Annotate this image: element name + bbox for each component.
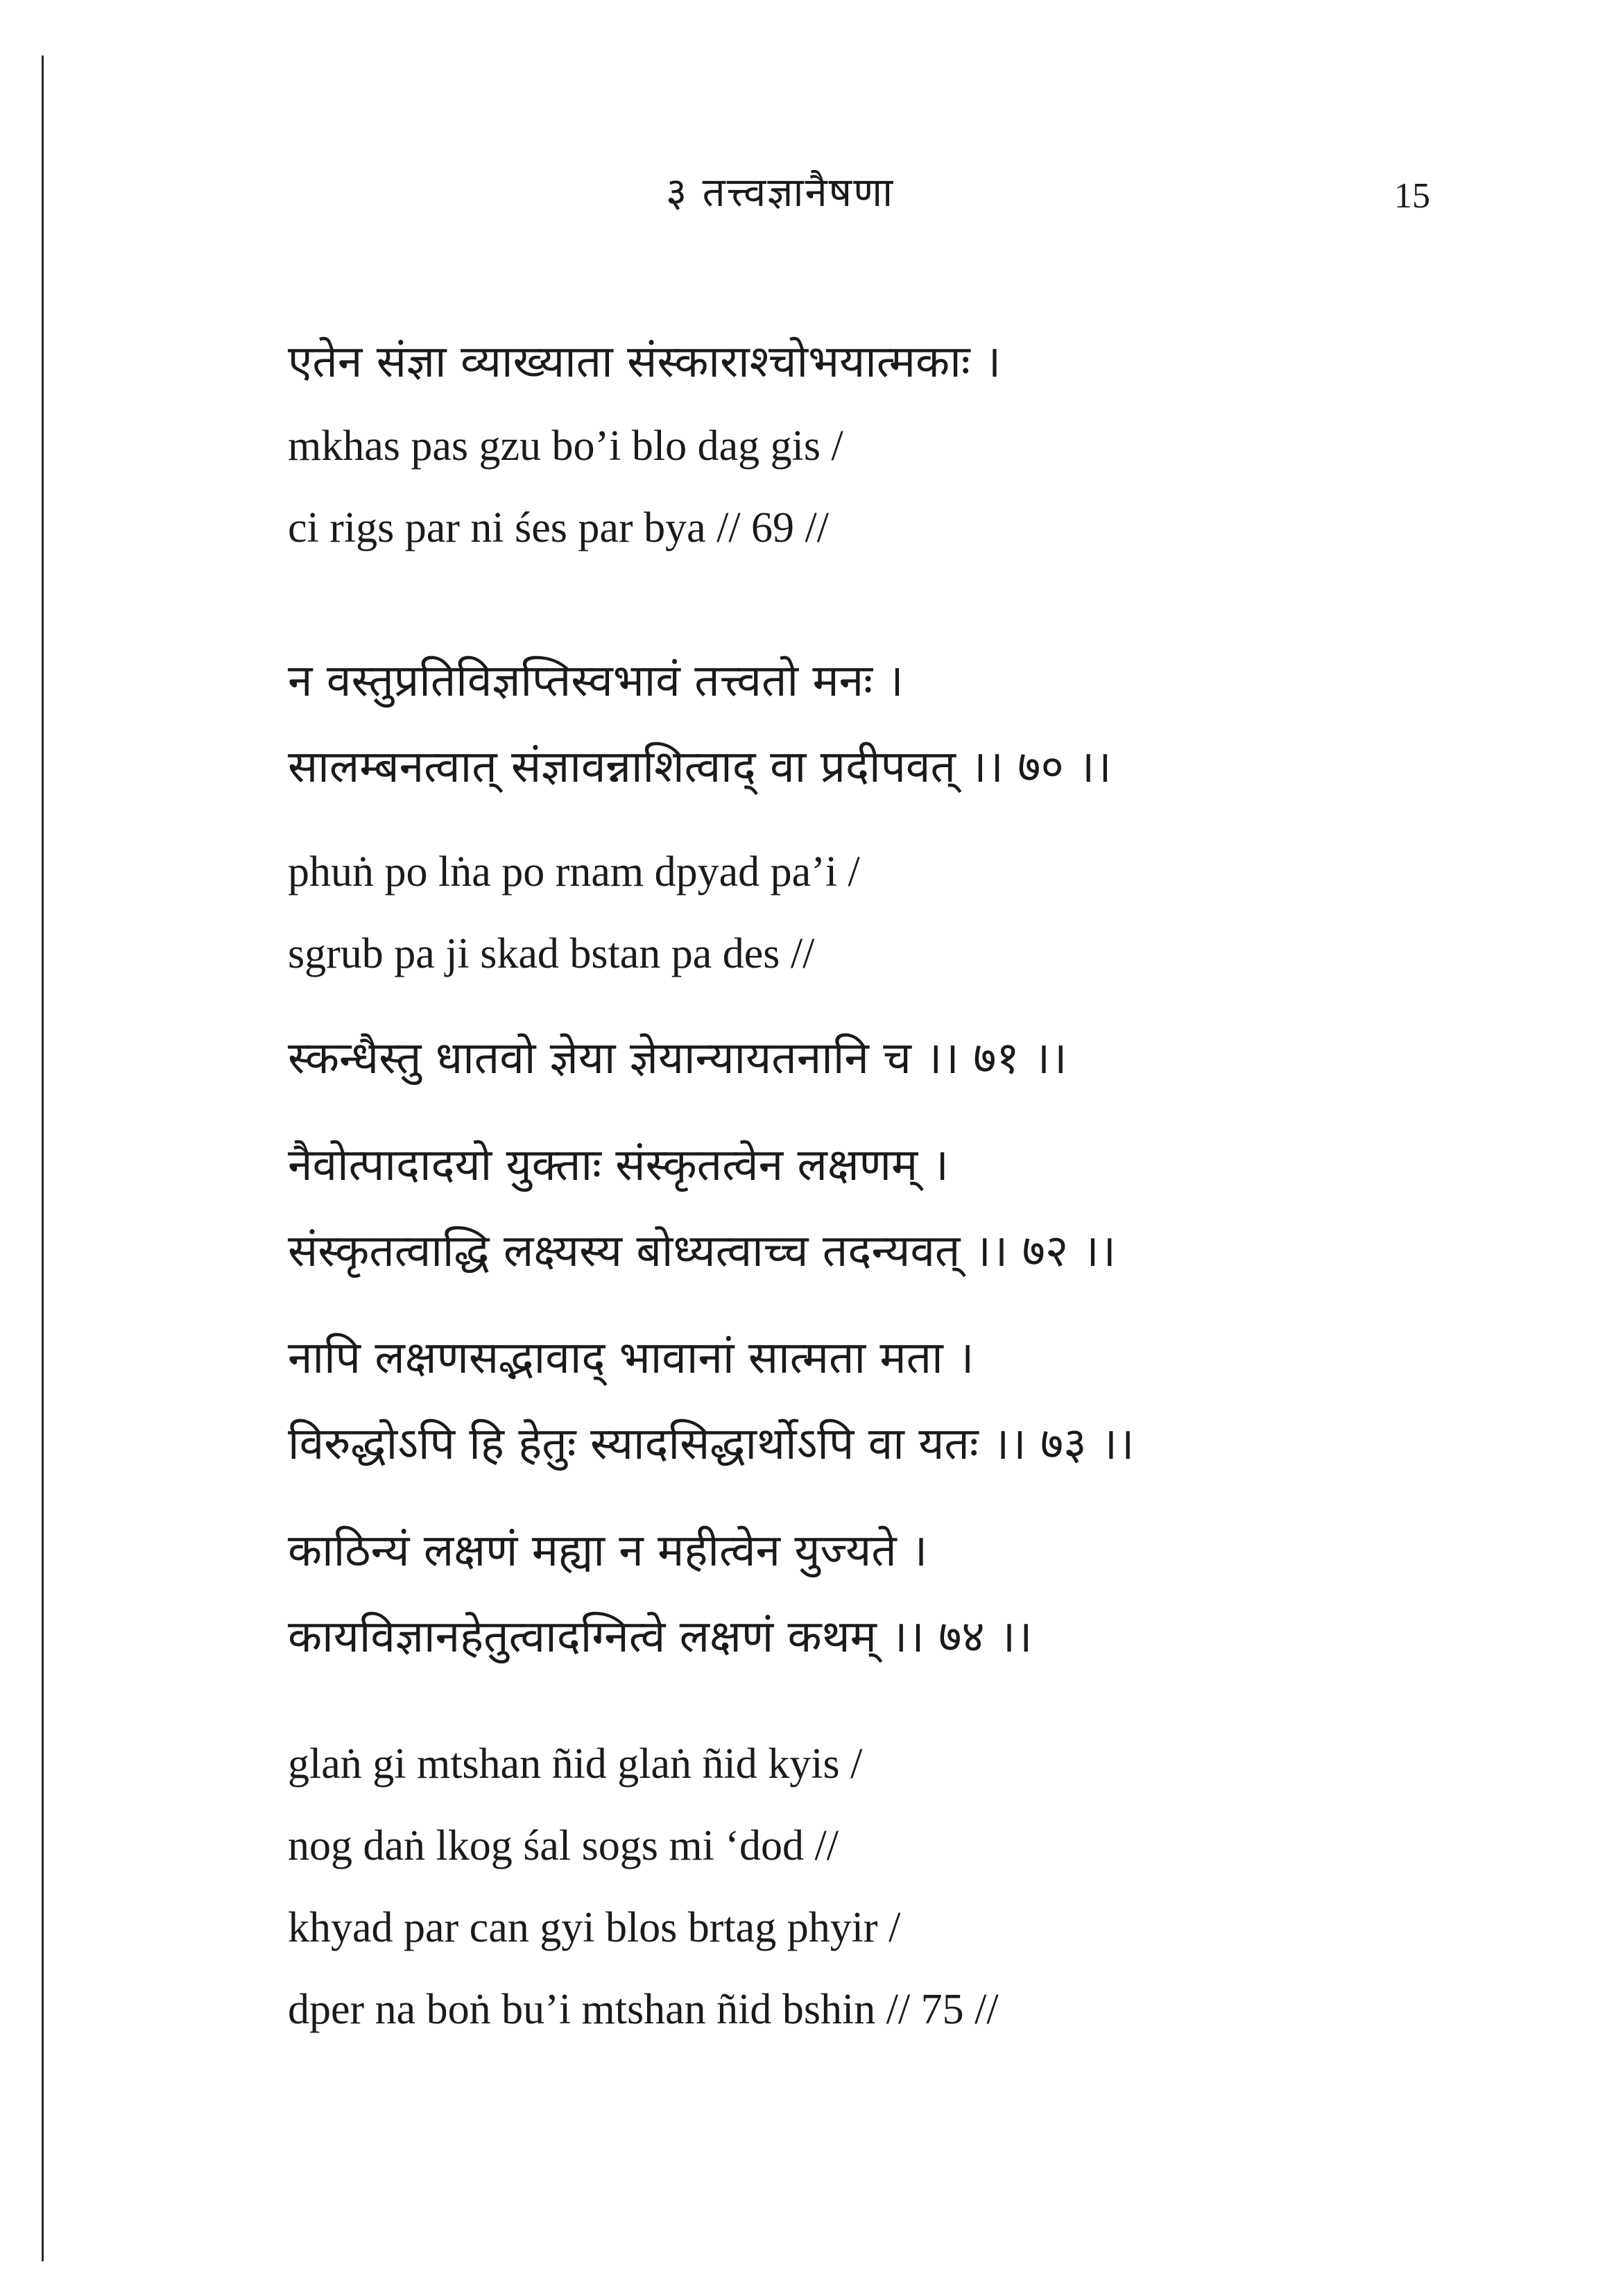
sanskrit-verse-line: कायविज्ञानहेतुत्वादग्नित्वे लक्षणं कथम् ।। ७४ ।। xyxy=(288,1611,1033,1663)
verse-body xyxy=(288,319,1467,2050)
running-title: ३ तत्त्वज्ञानैषणा xyxy=(666,169,895,216)
verse-stanza xyxy=(288,1508,1467,1680)
sanskrit-verse-line: काठिन्यं लक्षणं मह्या न महीत्वेन युज्यते । xyxy=(288,1525,928,1577)
sanskrit-verse-line: विरुद्धोऽपि हि हेतुः स्यादसिद्धार्थोऽपि वा यतः ।। ७३ ।। xyxy=(288,1419,1135,1470)
page-number: 15 xyxy=(1394,176,1430,216)
tibetan-transliteration-line: khyad par can gyi blos brtag phyir / xyxy=(288,1904,901,1951)
verse-stanza xyxy=(288,1122,1467,1294)
verse-stanza xyxy=(288,638,1467,810)
sanskrit-verse-line: न वस्तुप्रतिविज्ञप्तिस्वभावं तत्त्वतो मनः । xyxy=(288,656,904,707)
tibetan-transliteration-line: ci rigs par ni śes par bya // 69 // xyxy=(288,504,829,551)
sanskrit-verse-line: एतेन संज्ञा व्याख्याता संस्काराश्चोभयात्मकाः । xyxy=(288,336,1002,388)
sanskrit-verse-line: नैवोत्पादादयो युक्ताः संस्कृतत्वेन लक्षणम् । xyxy=(288,1140,949,1191)
tibetan-transliteration-line: sgrub pa ji skad bstan pa des // xyxy=(288,930,815,977)
tibetan-transliteration-line: phuṅ po lṅa po rnam dpyad pa’i / xyxy=(288,848,860,896)
sanskrit-verse-line: सालम्बनत्वात् संज्ञावन्नाशित्वाद् वा प्रदीपवत् ।। ७० ।। xyxy=(288,742,1112,793)
tibetan-transliteration-line: dper na boṅ bu’i mtshan ñid bshin // 75 // xyxy=(288,1986,999,2033)
verse-stanza xyxy=(288,1315,1467,1487)
verse-stanza xyxy=(288,1016,1467,1102)
sanskrit-verse-line: नापि लक्षणसद्भावाद् भावानां सात्मता मता । xyxy=(288,1333,974,1384)
page-header xyxy=(0,163,1623,232)
verse-stanza xyxy=(288,1723,1467,2050)
tibetan-transliteration-line: glaṅ gi mtshan ñid glaṅ ñid kyis / xyxy=(288,1740,863,1788)
tibetan-transliteration-line: nog daṅ lkog śal sogs mi ‘dod // xyxy=(288,1822,839,1869)
margin-rule xyxy=(42,55,44,2261)
tibetan-transliteration-line: mkhas pas gzu bo’i blo dag gis / xyxy=(288,422,843,470)
verse-stanza xyxy=(288,831,1467,995)
verse-stanza xyxy=(288,319,1467,569)
sanskrit-verse-line: संस्कृतत्वाद्धि लक्ष्यस्य बोध्यत्वाच्च तदन्यवत् ।। ७२ ।। xyxy=(288,1226,1116,1277)
sanskrit-verse-line: स्कन्धैस्तु धातवो ज्ञेया ज्ञेयान्यायतनानि च ।। ७१ ।। xyxy=(288,1033,1067,1084)
